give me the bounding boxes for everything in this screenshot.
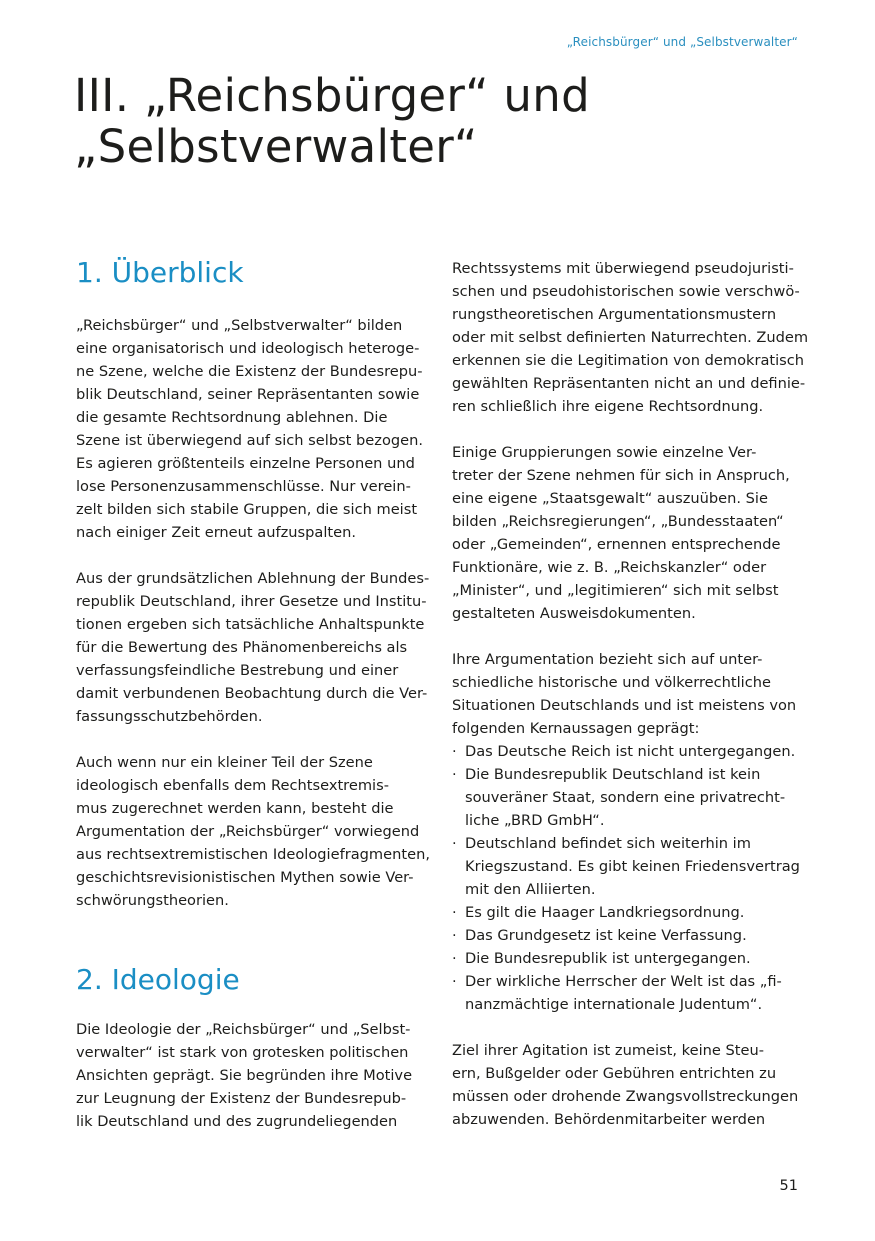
- text-line: damit verbundenen Beobachtung durch die Ver-: [76, 685, 428, 702]
- paragraph: [76, 567, 428, 728]
- paragraph: [452, 1039, 802, 1131]
- bullet-item: [452, 763, 802, 832]
- text-line: für die Bewertung des Phänomenbereichs als: [76, 639, 408, 656]
- text-line: Auch wenn nur ein kleiner Teil der Szene: [76, 754, 373, 771]
- text-line: Kriegszustand. Es gibt keinen Friedensvertrag: [465, 858, 800, 875]
- text-line: blik Deutschland, seiner Repräsentanten sowie: [76, 386, 420, 403]
- chapter-title: [74, 70, 794, 172]
- bullet-item: [452, 924, 802, 947]
- text-line: verfassungsfeindliche Bestrebung und einer: [76, 662, 399, 679]
- paragraph: [452, 441, 802, 625]
- text-line: Die Ideologie der „Reichsbürger“ und „Selbst-: [76, 1021, 411, 1038]
- page-number: 51: [779, 1178, 798, 1194]
- text-line: · Es gilt die Haager Landkriegsordnung.: [465, 904, 745, 921]
- paragraph: [452, 257, 809, 418]
- text-line: Situationen Deutschlands und ist meistens von: [452, 697, 797, 714]
- text-line: liche „BRD GmbH“.: [465, 812, 605, 829]
- text-line: Rechtssystems mit überwiegend pseudojuristi-: [452, 260, 794, 277]
- text-line: Einige Gruppierungen sowie einzelne Ver-: [452, 444, 757, 461]
- paragraph: [76, 1018, 428, 1133]
- text-line: gewählten Repräsentanten nicht an und definie-: [452, 375, 806, 392]
- text-line: · Das Deutsche Reich ist nicht untergegangen.: [465, 743, 796, 760]
- bullet-item: [452, 740, 802, 763]
- text-line: lose Personenzusammenschlüsse. Nur verein-: [76, 478, 411, 495]
- text-line: mus zugerechnet werden kann, besteht die: [76, 800, 394, 817]
- text-line: zur Leugnung der Existenz der Bundesrepub-: [76, 1090, 407, 1107]
- text-line: · Deutschland befindet sich weiterhin im: [465, 835, 751, 852]
- text-line: treter der Szene nehmen für sich in Anspruch,: [452, 467, 790, 484]
- bullet-item: [452, 970, 802, 1016]
- text-line: bilden „Reichsregierungen“, „Bundesstaaten“: [452, 513, 784, 530]
- text-line: nanzmächtige internationale Judentum“.: [465, 996, 763, 1013]
- text-line: souveräner Staat, sondern eine privatrecht-: [465, 789, 786, 806]
- text-line: · Das Grundgesetz ist keine Verfassung.: [465, 927, 747, 944]
- text-line: nach einiger Zeit erneut aufzuspalten.: [76, 524, 356, 541]
- paragraph: [76, 751, 428, 912]
- text-line: „Minister“, und „legitimieren“ sich mit selbst: [452, 582, 779, 599]
- text-line: · Der wirkliche Herrscher der Welt ist das „fi-: [465, 973, 782, 990]
- bullet-item: [452, 947, 802, 970]
- text-line: gestalteten Ausweisdokumenten.: [452, 605, 696, 622]
- text-line: eine organisatorisch und ideologisch heteroge-: [76, 340, 420, 357]
- text-line: fassungsschutzbehörden.: [76, 708, 263, 725]
- text-line: ren schließlich ihre eigene Rechtsordnung.: [452, 398, 764, 415]
- text-line: Ziel ihrer Agitation ist zumeist, keine Steu-: [452, 1042, 764, 1059]
- left-column: [76, 255, 428, 1133]
- text-line: müssen oder drohende Zwangsvollstreckungen: [452, 1088, 799, 1105]
- text-line: eine eigene „Staatsgewalt“ auszuüben. Sie: [452, 490, 768, 507]
- text-line: Szene ist überwiegend auf sich selbst bezogen.: [76, 432, 424, 449]
- chapter-title-line: III. „Reichsbürger“ und: [74, 69, 590, 122]
- text-line: verwalter“ ist stark von grotesken politischen: [76, 1044, 409, 1061]
- text-line: lik Deutschland und des zugrundeliegenden: [76, 1113, 398, 1130]
- text-line: „Reichsbürger“ und „Selbstverwalter“ bilden: [76, 317, 403, 334]
- text-line: erkennen sie die Legitimation von demokratisch: [452, 352, 805, 369]
- text-line: · Die Bundesrepublik ist untergegangen.: [465, 950, 751, 967]
- paragraph: [452, 648, 802, 740]
- text-line: rungstheoretischen Argumentationsmustern: [452, 306, 777, 323]
- text-line: republik Deutschland, ihrer Gesetze und Institu-: [76, 593, 427, 610]
- text-line: Ihre Argumentation bezieht sich auf unter-: [452, 651, 763, 668]
- text-line: mit den Alliierten.: [465, 881, 596, 898]
- text-line: aus rechtsextremistischen Ideologiefragmenten,: [76, 846, 430, 863]
- chapter-title-line: „Selbstverwalter“: [74, 120, 478, 173]
- text-line: schwörungstheorien.: [76, 892, 229, 909]
- text-line: Ansichten geprägt. Sie begründen ihre Motive: [76, 1067, 413, 1084]
- running-head: „Reichsbürger“ und „Selbstverwalter“: [566, 35, 798, 49]
- text-line: schiedliche historische und völkerrechtliche: [452, 674, 771, 691]
- text-line: zelt bilden sich stabile Gruppen, die sich meist: [76, 501, 418, 518]
- bullet-item: [452, 901, 802, 924]
- text-line: ern, Bußgelder oder Gebühren entrichten zu: [452, 1065, 777, 1082]
- text-line: schen und pseudohistorischen sowie verschwö-: [452, 283, 800, 300]
- text-line: die gesamte Rechtsordnung ablehnen. Die: [76, 409, 388, 426]
- text-line: folgenden Kernaussagen geprägt:: [452, 720, 700, 737]
- text-line: oder „Gemeinden“, ernennen entsprechende: [452, 536, 781, 553]
- text-line: tionen ergeben sich tatsächliche Anhaltspunkte: [76, 616, 425, 633]
- text-line: Argumentation der „Reichsbürger“ vorwiegend: [76, 823, 420, 840]
- text-line: abzuwenden. Behördenmitarbeiter werden: [452, 1111, 766, 1128]
- text-line: · Die Bundesrepublik Deutschland ist kein: [465, 766, 761, 783]
- text-line: Es agieren größtenteils einzelne Personen und: [76, 455, 415, 472]
- bullet-item: [452, 832, 802, 901]
- right-column: [452, 257, 809, 1131]
- text-line: Funktionäre, wie z. B. „Reichskanzler“ oder: [452, 559, 767, 576]
- section-heading-ueberblick: 1. Überblick: [76, 256, 244, 289]
- text-line: geschichtsrevisionistischen Mythen sowie Ver-: [76, 869, 414, 886]
- text-line: ne Szene, welche die Existenz der Bundesrepu-: [76, 363, 423, 380]
- bullet-list: [452, 740, 802, 1016]
- text-line: oder mit selbst definierten Naturrechten. Zudem: [452, 329, 809, 346]
- text-line: ideologisch ebenfalls dem Rechtsextremis-: [76, 777, 389, 794]
- text-line: Aus der grundsätzlichen Ablehnung der Bundes-: [76, 570, 430, 587]
- paragraph: [76, 314, 428, 544]
- section-heading-ideologie: 2. Ideologie: [76, 963, 240, 996]
